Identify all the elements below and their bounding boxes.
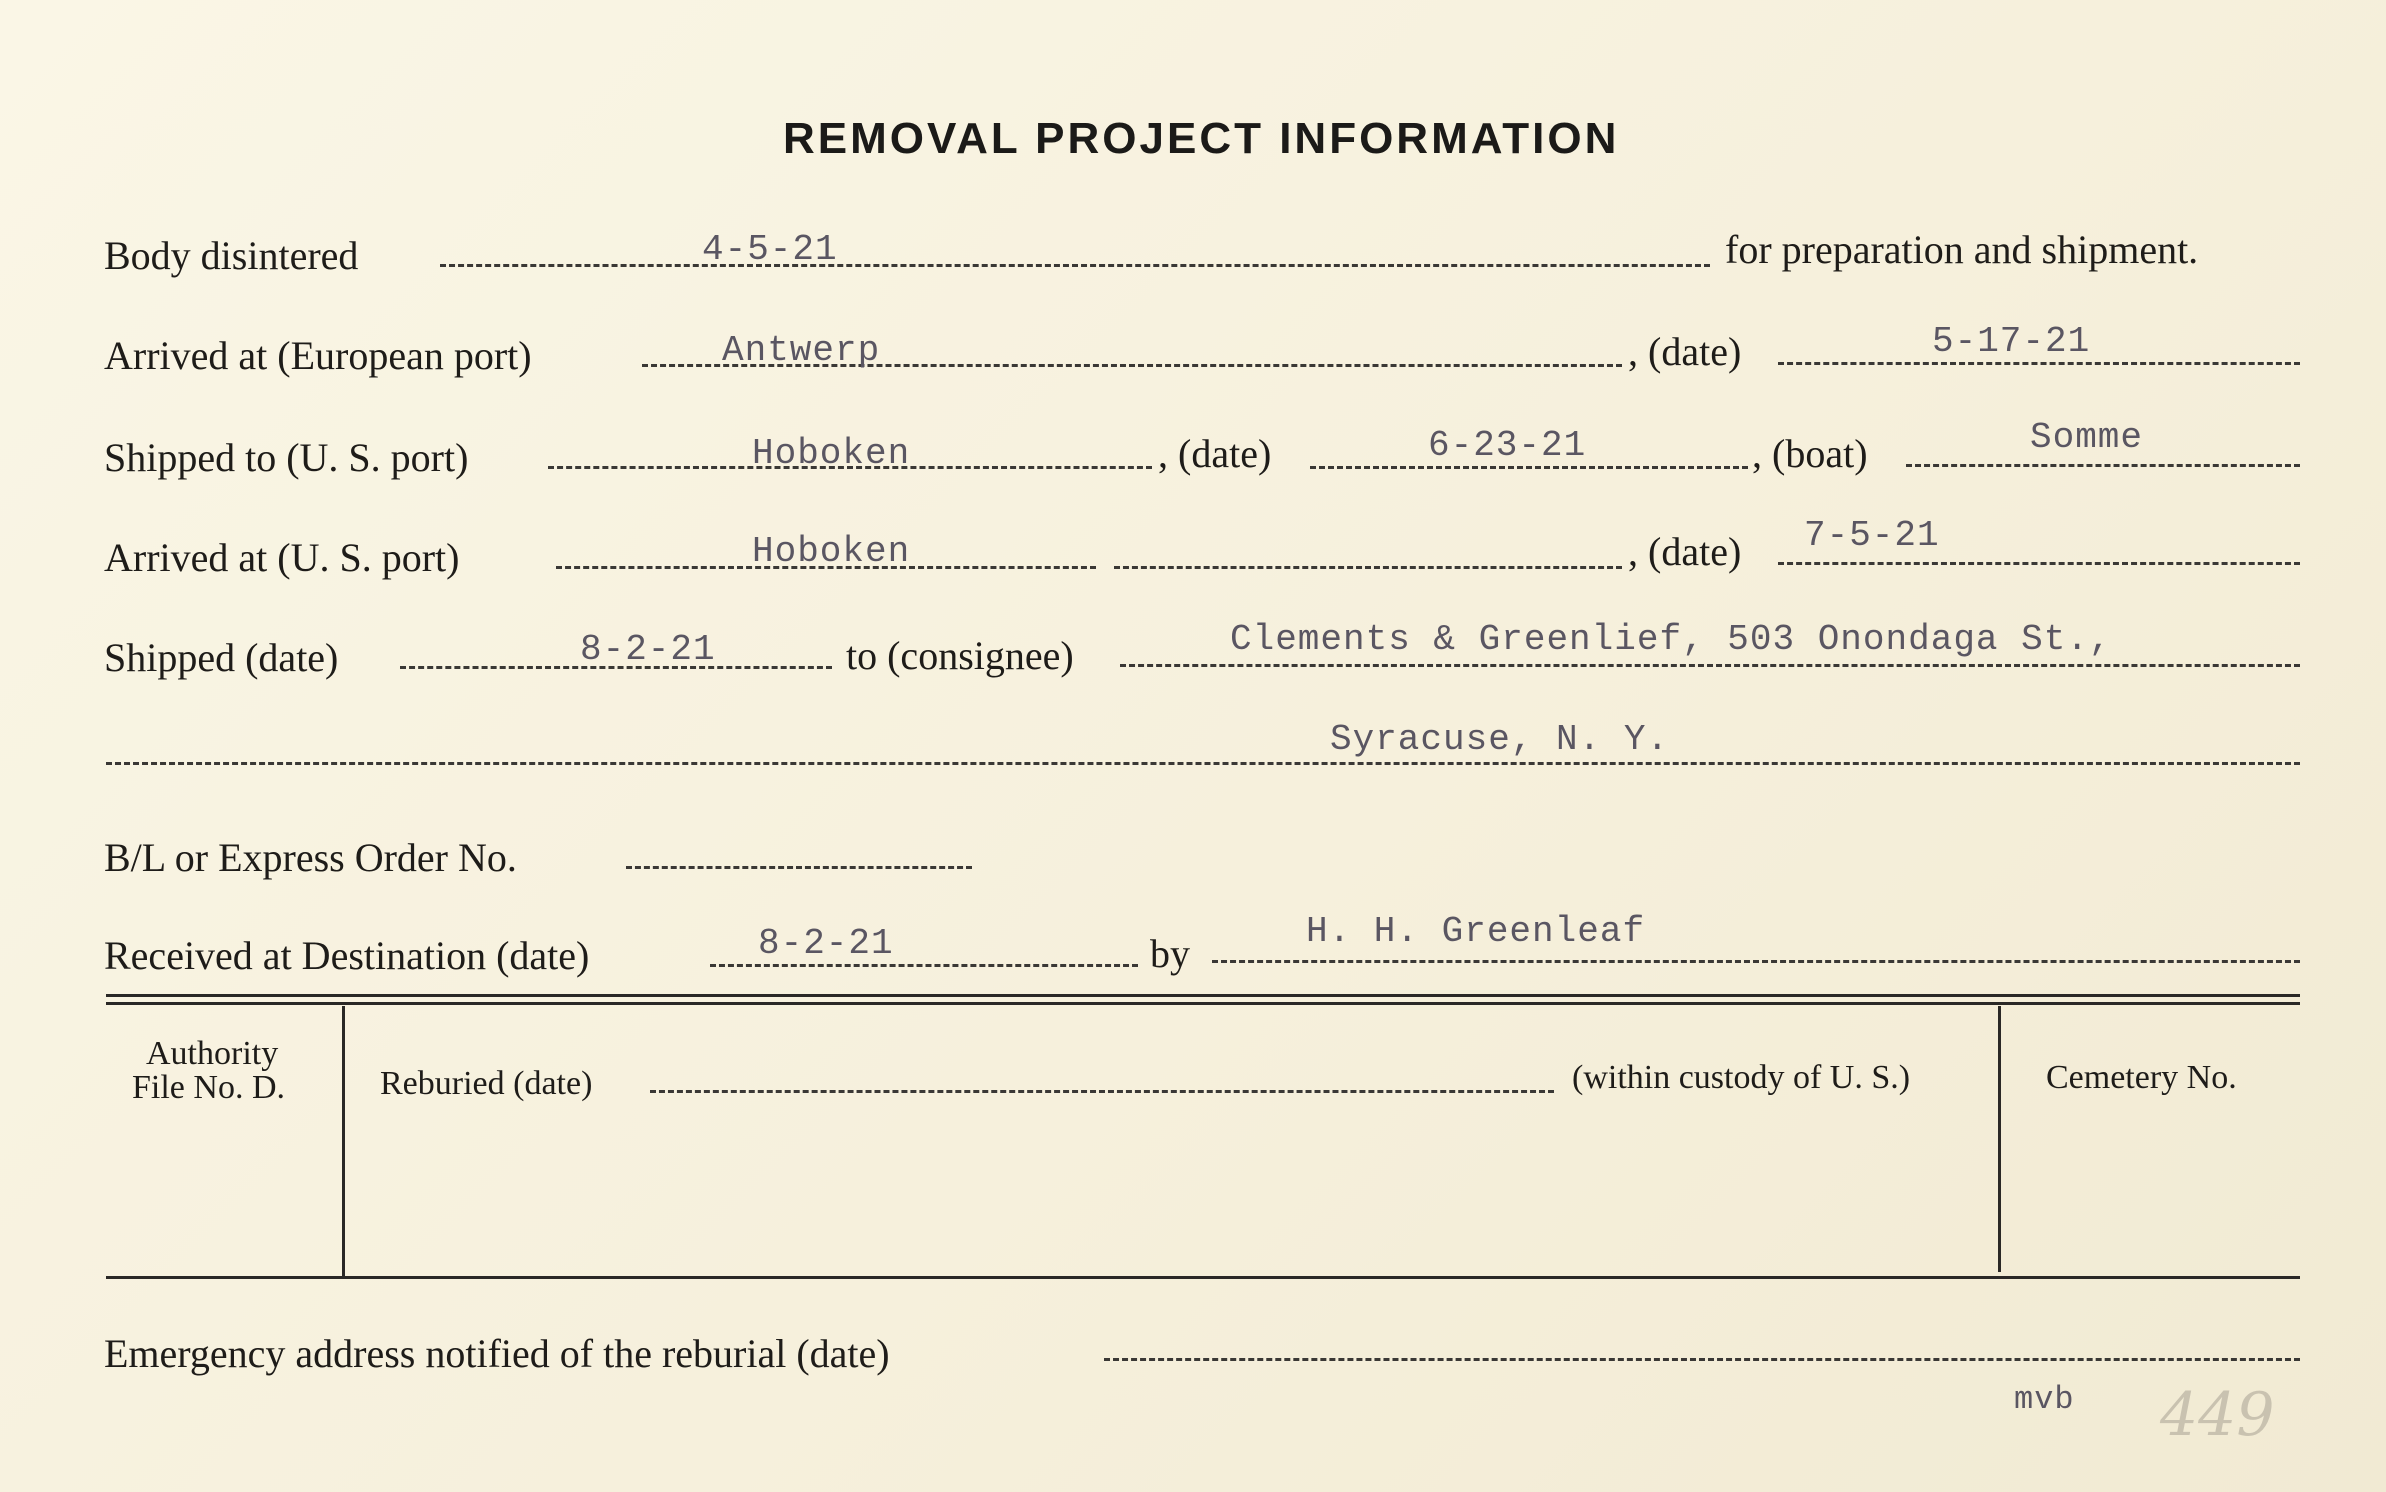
card-title: REMOVAL PROJECT INFORMATION <box>783 114 1620 163</box>
emergency-address-label: Emergency address notified of the reburial (date) <box>104 1331 890 1376</box>
boat-value: Somme <box>2030 417 2144 458</box>
table-divider-left <box>342 1006 345 1276</box>
arrived-us-port-date-value: 7-5-21 <box>1804 515 1940 556</box>
reburied-label: Reburied (date) <box>380 1065 593 1102</box>
shipped-us-port-date-line <box>1310 466 1748 469</box>
authority-label-line2: File No. D. <box>132 1069 285 1106</box>
received-by-label: by <box>1150 931 1190 976</box>
arrived-us-port-label: Arrived at (U. S. port) <box>104 535 460 580</box>
shipped-date-value: 8-2-21 <box>580 629 716 670</box>
body-disinterred-label: Body disintered <box>104 233 359 278</box>
boat-line <box>1906 464 2300 467</box>
shipped-us-port-value: Hoboken <box>752 433 911 474</box>
received-destination-value: 8-2-21 <box>758 923 894 964</box>
reburied-line <box>650 1090 1554 1093</box>
consignee-value-line2: Syracuse, N. Y. <box>1330 719 1670 760</box>
shipped-us-port-date-label: , (date) <box>1158 431 1272 476</box>
boat-label: , (boat) <box>1752 431 1868 476</box>
authority-label-line1: Authority <box>146 1035 279 1072</box>
table-top-rule-2 <box>106 1002 2300 1005</box>
received-destination-line <box>710 964 1138 967</box>
arrived-us-port-date-line <box>1778 562 2300 565</box>
european-port-value: Antwerp <box>722 330 881 371</box>
custody-label: (within custody of U. S.) <box>1572 1059 1911 1096</box>
shipped-us-port-date-value: 6-23-21 <box>1428 425 1587 466</box>
arrived-european-port-label: Arrived at (European port) <box>104 333 532 378</box>
arrived-us-port-value: Hoboken <box>752 531 911 572</box>
table-divider-right <box>1998 1006 2001 1272</box>
shipped-us-port-label: Shipped to (U. S. port) <box>104 435 469 480</box>
consignee-line <box>1120 664 2300 667</box>
preparation-shipment-label: for preparation and shipment. <box>1725 227 2199 272</box>
table-bottom-rule <box>106 1276 2300 1279</box>
arrived-us-port-line-2 <box>1114 566 1622 569</box>
received-by-value: H. H. Greenleaf <box>1306 911 1646 952</box>
consignee-label: to (consignee) <box>846 633 1074 678</box>
body-disinterred-value: 4-5-21 <box>702 229 838 270</box>
european-port-date-label: , (date) <box>1628 329 1742 374</box>
consignee-value-line1: Clements & Greenlief, 503 Onondaga St., <box>1230 619 2112 660</box>
european-port-date-line <box>1778 362 2300 365</box>
shipped-date-label: Shipped (date) <box>104 635 339 680</box>
clerk-initials: mvb <box>2014 1381 2075 1418</box>
bl-order-label: B/L or Express Order No. <box>104 835 517 880</box>
arrived-us-port-date-label: , (date) <box>1628 529 1742 574</box>
table-top-rule-1 <box>106 994 2300 997</box>
consignee-continuation-line <box>106 762 2300 765</box>
cemetery-no-label: Cemetery No. <box>2046 1059 2237 1096</box>
body-disinterred-line <box>440 264 1710 267</box>
emergency-address-line <box>1104 1358 2300 1361</box>
received-destination-label: Received at Destination (date) <box>104 933 590 978</box>
european-port-date-value: 5-17-21 <box>1932 321 2091 362</box>
received-by-line <box>1212 960 2300 963</box>
bl-order-line <box>626 866 972 869</box>
pencil-mark: 449 <box>2160 1380 2275 1450</box>
